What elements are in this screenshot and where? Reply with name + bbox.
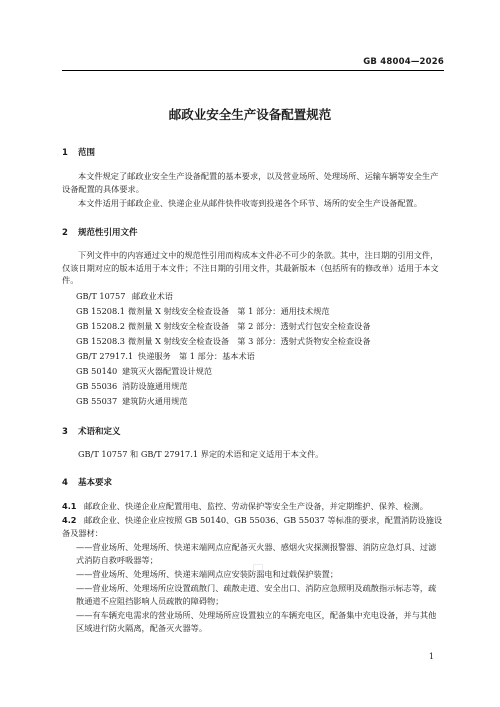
reference-name: 建筑灭火器配置设计规范	[122, 366, 213, 376]
section-title: 术语和定义	[78, 427, 121, 437]
section-1-heading	[62, 146, 95, 158]
reference-name: 快递服务 第 1 部分：基本术语	[138, 351, 255, 361]
reference-code: GB 15208.3	[76, 336, 126, 346]
section-title: 基本要求	[78, 478, 113, 488]
document-title: 邮政业安全生产设备配置规范	[168, 107, 332, 122]
reference-item	[76, 396, 188, 407]
requirement-list-item: ——营业场所、处理场所应设置疏散门、疏散走道、安全出口、消防应急照明及疏散指示标志等，疏散通道不应阻挡影响人员疏散的障碍物；	[76, 583, 437, 606]
section-title: 范围	[78, 148, 96, 158]
reference-code: GB/T 10757	[76, 291, 126, 301]
section-number: 1	[62, 148, 68, 158]
clause-text: 邮政企业、快递企业应按照 GB 50140、GB 55036、GB 55037 等标准的要求，配置消防设施设备及器材：	[62, 515, 443, 538]
reference-item	[76, 366, 212, 377]
reference-name: 消防设施通用规范	[122, 381, 188, 391]
reference-code: GB 50140	[76, 366, 118, 376]
reference-item	[76, 351, 255, 362]
clause-text: 邮政企业、快递企业应配置用电、监控、劳动保护等安全生产设备，并定期维护、保养、检测。	[84, 501, 428, 511]
reference-name: 微剂量 X 射线安全检查设备 第 1 部分：通用技术规范	[128, 306, 330, 316]
reference-name: 建筑防火通用规范	[122, 396, 188, 406]
reference-name: 邮政业术语	[132, 291, 173, 301]
section-3-heading	[62, 425, 121, 437]
terms-paragraph: GB/T 10757 和 GB/T 27917.1 界定的术语和定义适用于本文件。	[78, 449, 324, 459]
reference-item	[76, 306, 330, 317]
reference-code: GB 55036	[76, 381, 118, 391]
reference-name: 微剂量 X 射线安全检查设备 第 2 部分：透射式行包安全检查设备	[128, 321, 371, 331]
section-number: 3	[62, 427, 68, 437]
section-2-heading	[62, 226, 138, 238]
requirement-list-item: ——营业场所、处理场所、快递末端网点应配备灭火器、感烟火灾探测报警器、消防应急灯具、过滤式消防自救呼吸器等；	[76, 542, 437, 565]
standard-code: GB 48004—2026	[363, 57, 444, 67]
scope-paragraph-1: 本文件规定了邮政业安全生产设备配置的基本要求，以及营业场所、处理场所、运输车辆等安全生产设备配置的具体要求。	[62, 171, 439, 194]
section-number: 4	[62, 478, 68, 488]
clause-4-1	[62, 500, 444, 513]
reference-code: GB/T 27917.1	[76, 351, 134, 361]
references-intro: 下列文件中的内容通过文中的规范性引用而构成本文件必不可少的条款。其中，注日期的引用文件，仅该日期对应的版本适用于本文件；不注日期的引用文件，其最新版本（包括所有的修改单）适用于本文件。	[62, 250, 439, 285]
watermark-icon	[253, 564, 263, 576]
section-number: 2	[62, 228, 68, 238]
reference-item	[76, 291, 173, 302]
reference-code: GB 55037	[76, 396, 118, 406]
clause-number: 4.1	[62, 501, 77, 511]
reference-code: GB 15208.2	[76, 321, 126, 331]
reference-item	[76, 321, 371, 332]
requirement-list-item: ——有车辆充电需求的营业场所、处理场所应设置独立的车辆充电区，配备集中充电设备，并与其他区域进行防火隔离，配备灭火器等。	[76, 610, 437, 633]
page-number: 1	[428, 652, 434, 661]
scope-paragraph-2: 本文件适用于邮政企业、快递企业从邮件快件收寄到投递各个环节、场所的安全生产设备配置。	[78, 198, 422, 208]
section-title: 规范性引用文件	[78, 228, 138, 238]
clause-number: 4.2	[62, 515, 77, 525]
section-4-heading	[62, 476, 112, 488]
reference-name: 微剂量 X 射线安全检查设备 第 3 部分：透射式货物安全检查设备	[128, 336, 371, 346]
reference-item	[76, 336, 371, 347]
clause-4-2	[62, 514, 444, 539]
reference-code: GB 15208.1	[76, 306, 126, 316]
header-rule	[62, 70, 444, 71]
reference-item	[76, 381, 188, 392]
requirement-list-item: ——营业场所、处理场所、快递末端网点应安装防漏电和过载保护装置；	[76, 569, 339, 579]
